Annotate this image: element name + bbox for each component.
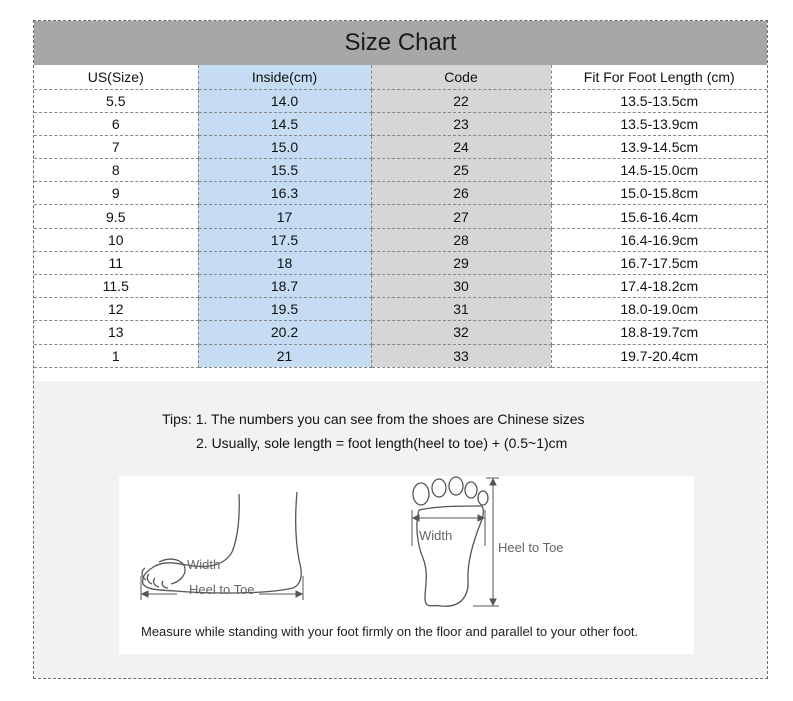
top-width-label: Width: [419, 528, 453, 543]
table-row: [34, 159, 767, 182]
cell-fit: 19.7-20.4cm: [551, 344, 767, 367]
cell-inside: 18: [198, 251, 371, 274]
tip-1: Tips: 1. The numbers you can see from the shoes are Chinese sizes: [162, 411, 585, 427]
side-width-label: Width: [187, 557, 221, 572]
table-row: [34, 275, 767, 298]
title-bar: [34, 21, 767, 66]
table-row: [34, 344, 767, 367]
cell-fit: 18.8-19.7cm: [551, 321, 767, 344]
page-title: Size Chart: [344, 29, 457, 56]
cell-code: 27: [371, 205, 551, 228]
cell-inside: 20.2: [198, 321, 371, 344]
cell-code: 24: [371, 135, 551, 158]
cell-inside: 19.5: [198, 298, 371, 321]
cell-inside: 16.3: [198, 182, 371, 205]
cell-fit: 13.5-13.5cm: [551, 89, 767, 112]
table-row: [34, 135, 767, 158]
cell-us-size: 6: [34, 112, 198, 135]
tips-section: [34, 381, 767, 678]
cell-inside: 14.5: [198, 112, 371, 135]
table-row: [34, 112, 767, 135]
cell-inside: 15.5: [198, 159, 371, 182]
side-length-label: Heel to Toe: [189, 582, 255, 597]
table-row: [34, 182, 767, 205]
header-us-size: US(Size): [34, 65, 198, 89]
cell-us-size: 9: [34, 182, 198, 205]
foot-measure-diagram: [119, 476, 694, 654]
cell-fit: 13.5-13.9cm: [551, 112, 767, 135]
tips: [162, 407, 585, 455]
header-code: Code: [371, 65, 551, 89]
cell-code: 32: [371, 321, 551, 344]
table-row: [34, 321, 767, 344]
header-inside: Inside(cm): [198, 65, 371, 89]
size-chart-frame: [33, 20, 768, 679]
cell-fit: 14.5-15.0cm: [551, 159, 767, 182]
cell-inside: 17.5: [198, 228, 371, 251]
cell-us-size: 10: [34, 228, 198, 251]
cell-us-size: 11.5: [34, 275, 198, 298]
table-row: [34, 298, 767, 321]
cell-fit: 15.0-15.8cm: [551, 182, 767, 205]
cell-code: 28: [371, 228, 551, 251]
cell-inside: 18.7: [198, 275, 371, 298]
top-length-label: Heel to Toe: [498, 540, 564, 555]
cell-inside: 14.0: [198, 89, 371, 112]
table-row: [34, 228, 767, 251]
cell-code: 29: [371, 251, 551, 274]
table-row: [34, 205, 767, 228]
table-row: [34, 251, 767, 274]
cell-us-size: 12: [34, 298, 198, 321]
cell-code: 30: [371, 275, 551, 298]
cell-us-size: 5.5: [34, 89, 198, 112]
cell-code: 26: [371, 182, 551, 205]
cell-fit: 18.0-19.0cm: [551, 298, 767, 321]
table-header-row: [34, 65, 767, 89]
cell-fit: 15.6-16.4cm: [551, 205, 767, 228]
cell-fit: 16.7-17.5cm: [551, 251, 767, 274]
cell-inside: 15.0: [198, 135, 371, 158]
cell-code: 31: [371, 298, 551, 321]
cell-fit: 16.4-16.9cm: [551, 228, 767, 251]
cell-code: 25: [371, 159, 551, 182]
cell-us-size: 1: [34, 344, 198, 367]
cell-us-size: 8: [34, 159, 198, 182]
cell-us-size: 13: [34, 321, 198, 344]
tip-2: 2. Usually, sole length = foot length(heel to toe) + (0.5~1)cm: [196, 435, 568, 451]
cell-inside: 21: [198, 344, 371, 367]
cell-fit: 17.4-18.2cm: [551, 275, 767, 298]
table-row: [34, 89, 767, 112]
header-fit: Fit For Foot Length (cm): [551, 65, 767, 89]
size-table: [34, 65, 767, 368]
measure-caption: Measure while standing with your foot firmly on the floor and parallel to your other foot.: [141, 624, 639, 639]
cell-inside: 17: [198, 205, 371, 228]
top-length-arrow: [473, 478, 499, 606]
cell-code: 33: [371, 344, 551, 367]
cell-us-size: 9.5: [34, 205, 198, 228]
cell-us-size: 7: [34, 135, 198, 158]
side-foot-icon: [142, 492, 301, 593]
cell-code: 23: [371, 112, 551, 135]
cell-fit: 13.9-14.5cm: [551, 135, 767, 158]
cell-us-size: 11: [34, 251, 198, 274]
cell-code: 22: [371, 89, 551, 112]
